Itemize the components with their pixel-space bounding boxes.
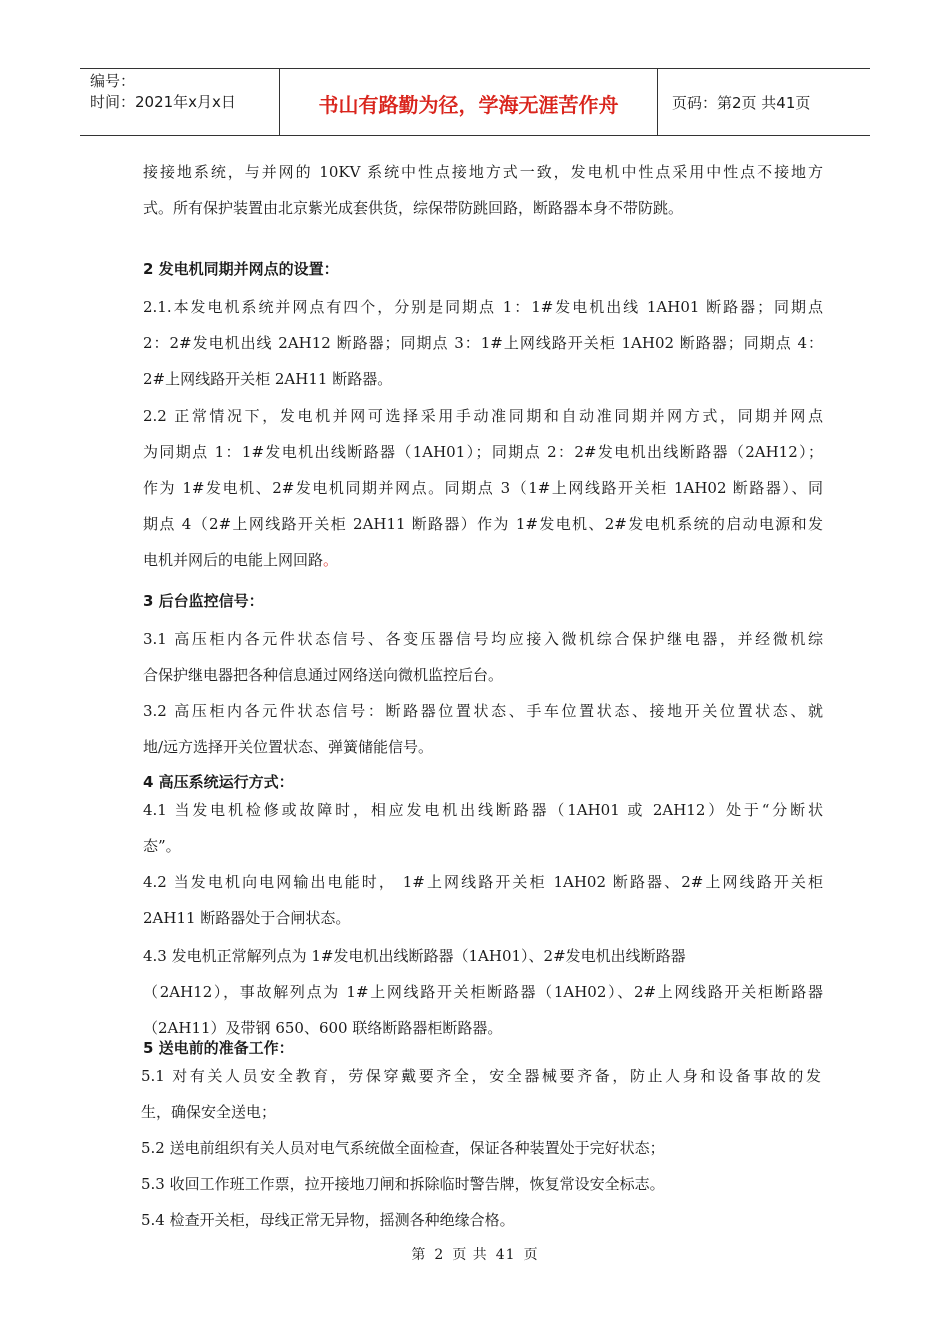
paragraph-3-1: [143, 621, 823, 693]
text-line: 2AH11 断路器处于合闸状态。: [143, 909, 351, 927]
footer-mid: 页 共: [452, 1247, 488, 1263]
page-header: [80, 68, 870, 136]
paragraph-3-2: [143, 693, 823, 765]
section-heading-2: [143, 251, 823, 287]
text-line: 5.4 检查开关柜，母线正常无异物，摇测各种绝缘合格。: [141, 1211, 515, 1229]
text-line: （2AH11）及带钢 650、600 联络断路器柜断路器。: [143, 1019, 503, 1037]
section-heading-3: [143, 583, 823, 619]
text-line: 3.2 高压柜内各元件状态信号：断路器位置状态、手车位置状态、接地开关位置状态、就: [143, 702, 823, 720]
paragraph-4-2: [143, 864, 823, 936]
text-line: 期点 4（2#上网线路开关柜 2AH11 断路器）作为 1#发电机、2#发电机系统的启动电源和发: [143, 515, 823, 533]
section-title: 4 高压系统运行方式：: [143, 773, 294, 791]
text-line: 4.1 当发电机检修或故障时，相应发电机出线断路器（1AH01 或 2AH12）处于“分断状: [143, 801, 823, 819]
text-line: 5.3 收回工作班工作票，拉开接地刀闸和拆除临时警告牌，恢复常设安全标志。: [141, 1175, 665, 1193]
header-page-info: 页码：第2页 共41页: [672, 93, 811, 112]
text-line: [143, 542, 823, 578]
text-line: （2AH12），事故解列点为 1#上网线路开关柜断路器（1AH02）、2#上网线路开关柜断路器: [143, 983, 823, 1001]
paragraph-2-2: [143, 398, 823, 578]
text-line: 2：2#发电机出线 2AH12 断路器；同期点 3：1#上网线路开关柜 1AH02 断路器；同期点 4：: [143, 334, 823, 352]
footer-suffix: 页: [523, 1247, 539, 1263]
text-line: 为同期点 1：1#发电机出线断路器（1AH01）；同期点 2：2#发电机出线断路器（2AH12）；: [143, 443, 823, 461]
text-line-mark: 。: [323, 551, 339, 569]
text-line: 式。所有保护装置由北京紫光成套供货，综保带防跳回路，断路器本身不带防跳。: [143, 199, 684, 217]
text-line: 3.1 高压柜内各元件状态信号、各变压器信号均应接入微机综合保护继电器，并经微机综: [143, 630, 823, 648]
section-title: 5 送电前的准备工作：: [143, 1039, 294, 1057]
text-line: 4.3 发电机正常解列点为 1#发电机出线断路器（1AH01）、2#发电机出线断路器: [143, 947, 686, 965]
header-meta: [80, 69, 280, 135]
paragraph-4-1: [143, 792, 823, 864]
text-line: 生，确保安全送电；: [141, 1103, 277, 1121]
section-title: 3 后台监控信号：: [143, 592, 264, 610]
document-number-label: 编号：: [90, 72, 136, 90]
page-footer: [0, 1244, 950, 1264]
text-line: 2#上网线路开关柜 2AH11 断路器。: [143, 370, 393, 388]
document-date: 时间：2021年x月x日: [90, 93, 236, 111]
text-line: 地/远方选择开关位置状态、弹簧储能信号。: [143, 738, 434, 756]
paragraph-2-1: [143, 289, 823, 397]
text-line-body: 电机并网后的电能上网回路: [143, 551, 324, 569]
footer-page-number: 2: [434, 1247, 445, 1263]
footer-prefix: 第: [411, 1247, 427, 1263]
paragraph-5: [141, 1058, 821, 1238]
text-line: 作为 1#发电机、2#发电机同期并网点。同期点 3（1#上网线路开关柜 1AH02 断路器）、同: [143, 479, 823, 497]
text-line: 5.1 对有关人员安全教育，劳保穿戴要齐全，安全器械要齐备，防止人身和设备事故的发: [141, 1067, 821, 1085]
text-line: 2.1.本发电机系统并网点有四个，分别是同期点 1：1#发电机出线 1AH01 断路器；同期点: [143, 298, 823, 316]
footer-total-pages: 41: [495, 1247, 516, 1263]
text-line: 2.2 正常情况下，发电机并网可选择采用手动准同期和自动准同期并网方式，同期并网点: [143, 407, 823, 425]
text-line: 4.2 当发电机向电网输出电能时， 1#上网线路开关柜 1AH02 断路器、2#上网线路开关柜: [143, 873, 823, 891]
text-line: 态”。: [143, 837, 181, 855]
section-title: 2 发电机同期并网点的设置：: [143, 260, 339, 278]
text-line: 合保护继电器把各种信息通过网络送向微机监控后台。: [143, 666, 504, 684]
header-motto: 书山有路勤为径，学海无涯苦作舟: [280, 69, 658, 135]
paragraph-intro: [143, 154, 823, 226]
text-line: 5.2 送电前组织有关人员对电气系统做全面检查，保证各种装置处于完好状态；: [141, 1139, 665, 1157]
text-line: 接接地系统，与并网的 10KV 系统中性点接地方式一致，发电机中性点采用中性点不接地方: [143, 163, 823, 181]
